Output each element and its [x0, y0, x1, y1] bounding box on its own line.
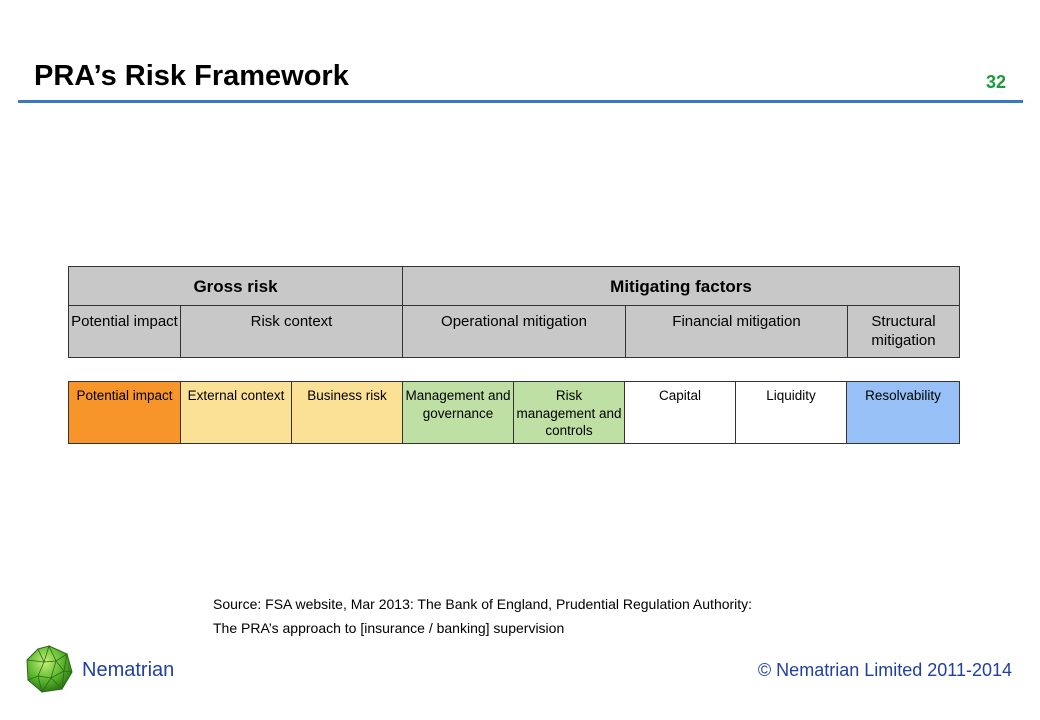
element-potential-impact: Potential impact [69, 382, 181, 444]
subgroup-risk-context: Risk context [181, 306, 403, 358]
subgroup-financial-mitigation: Financial mitigation [626, 306, 848, 358]
group-gross-risk: Gross risk [69, 267, 403, 306]
slide-number: 32 [985, 72, 1006, 92]
element-capital: Capital [625, 382, 736, 444]
element-resolvability: Resolvability [847, 382, 960, 444]
framework-elements-table [68, 381, 960, 444]
framework-header-table [68, 266, 960, 358]
subgroup-potential-impact: Potential impact [69, 306, 181, 358]
title-divider [18, 100, 1023, 103]
element-business-risk: Business risk [292, 382, 403, 444]
source-citation [213, 592, 752, 640]
element-management-governance: Management and governance [403, 382, 514, 444]
subgroup-structural-mitigation: Structural mitigation [848, 306, 960, 358]
subgroup-operational-mitigation: Operational mitigation [403, 306, 626, 358]
elements-row [69, 382, 960, 444]
group-mitigating-factors: Mitigating factors [403, 267, 960, 306]
element-risk-management-controls: Risk management and controls [514, 382, 625, 444]
element-liquidity: Liquidity [736, 382, 847, 444]
source-line-2: The PRA’s approach to [insurance / banking] supervision [213, 620, 565, 636]
footer-brand: Nematrian [82, 659, 175, 681]
footer-copyright: © Nematrian Limited 2011-2014 [757, 660, 1012, 680]
slide-title: PRA’s Risk Framework [34, 60, 349, 92]
nematrian-logo-icon [24, 644, 74, 694]
header-group-row [69, 267, 960, 306]
header-subgroup-row [69, 306, 960, 358]
element-external-context: External context [181, 382, 292, 444]
source-line-1: Source: FSA website, Mar 2013: The Bank of England, Prudential Regulation Authority: [213, 596, 753, 612]
